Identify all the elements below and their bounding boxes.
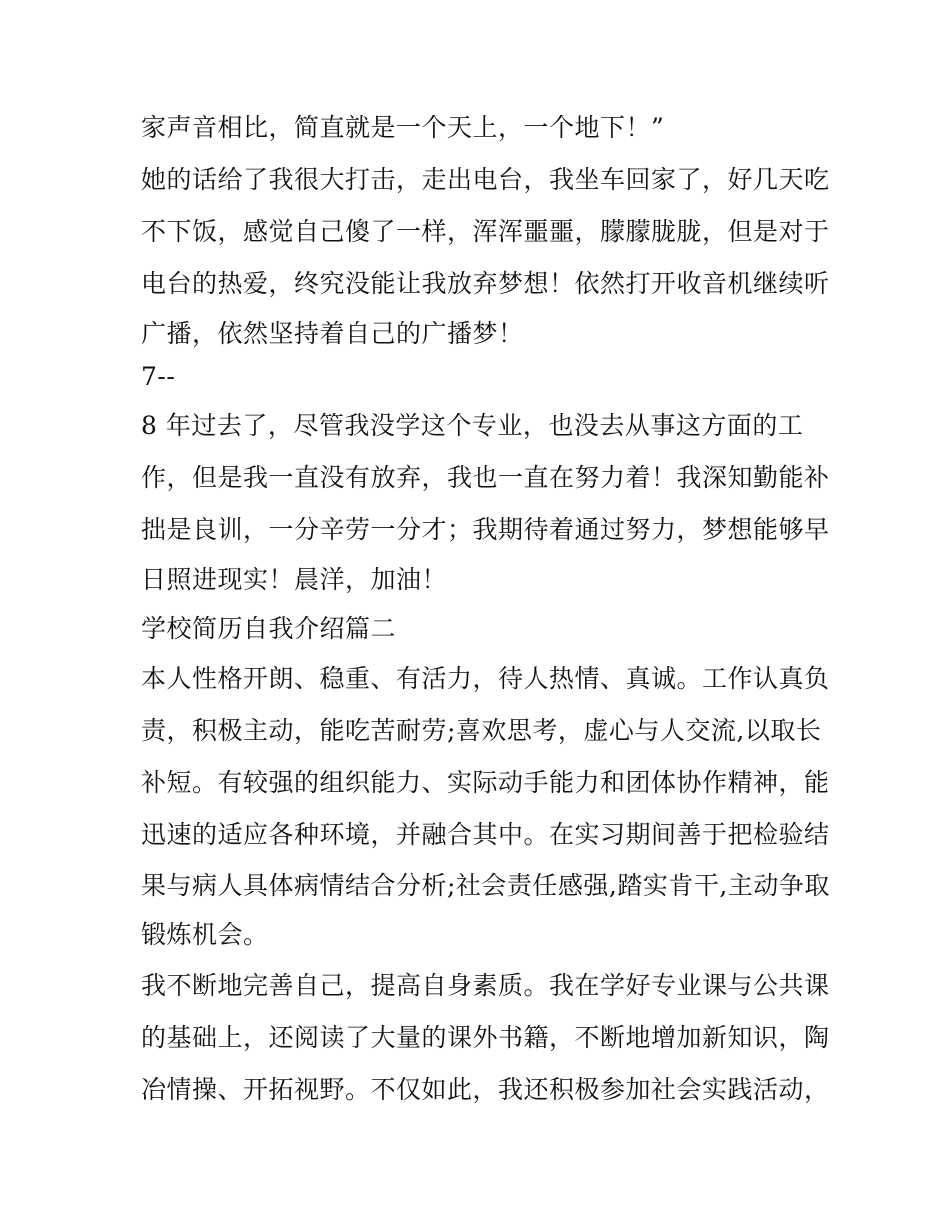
paragraph-line: 广播，依然坚持着自己的广播梦！ [141,319,524,348]
paragraph-line: 我不断地完善自己，提高自身素质。我在学好专业课与公共课 [141,971,830,1000]
paragraph-line: 冶情操、开拓视野。不仅如此，我还积极参加社会实践活动， [141,1075,830,1104]
paragraph-line: 果与病人具体病情结合分析;社会责任感强,踏实肯干,主动争取 [141,871,830,900]
paragraph-line: 责，积极主动，能吃苦耐劳;喜欢思考，虚心与人交流,以取长 [141,716,822,745]
paragraph-line: 补短。有较强的组织能力、实际动手能力和团体协作精神，能 [141,768,830,797]
paragraph-line: 电台的热爱，终究没能让我放弃梦想！依然打开收音机继续听 [141,269,830,298]
paragraph-line: 的基础上，还阅读了大量的课外书籍，不断地增加新知识，陶 [141,1023,830,1052]
paragraph-line: 日照进现实！晨洋，加油！ [141,565,448,594]
section-heading: 学校简历自我介绍篇二 [141,614,397,643]
paragraph-line: 作，但是我一直没有放弃，我也一直在努力着！我深知勤能补 [141,463,830,492]
paragraph-line: 8 年过去了，尽管我没学这个专业，也没去从事这方面的工 [141,411,804,440]
paragraph-line: 拙是良训，一分辛劳一分才；我期待着通过努力，梦想能够早 [141,515,830,544]
paragraph-line: 本人性格开朗、稳重、有活力，待人热情、真诚。工作认真负 [141,664,830,693]
paragraph-line: 她的话给了我很大打击，走出电台，我坐车回家了，好几天吃 [141,165,830,194]
paragraph-line: 不下饭，感觉自己傻了一样，浑浑噩噩，朦朦胧胧，但是对于 [141,217,830,246]
paragraph-line: 7-- [141,362,176,391]
paragraph-line: 迅速的适应各种环境，并融合其中。在实习期间善于把检验结 [141,820,830,849]
paragraph-line: 家声音相比，简直就是一个天上，一个地下！” [141,113,665,142]
paragraph-line: 锻炼机会。 [141,920,269,949]
